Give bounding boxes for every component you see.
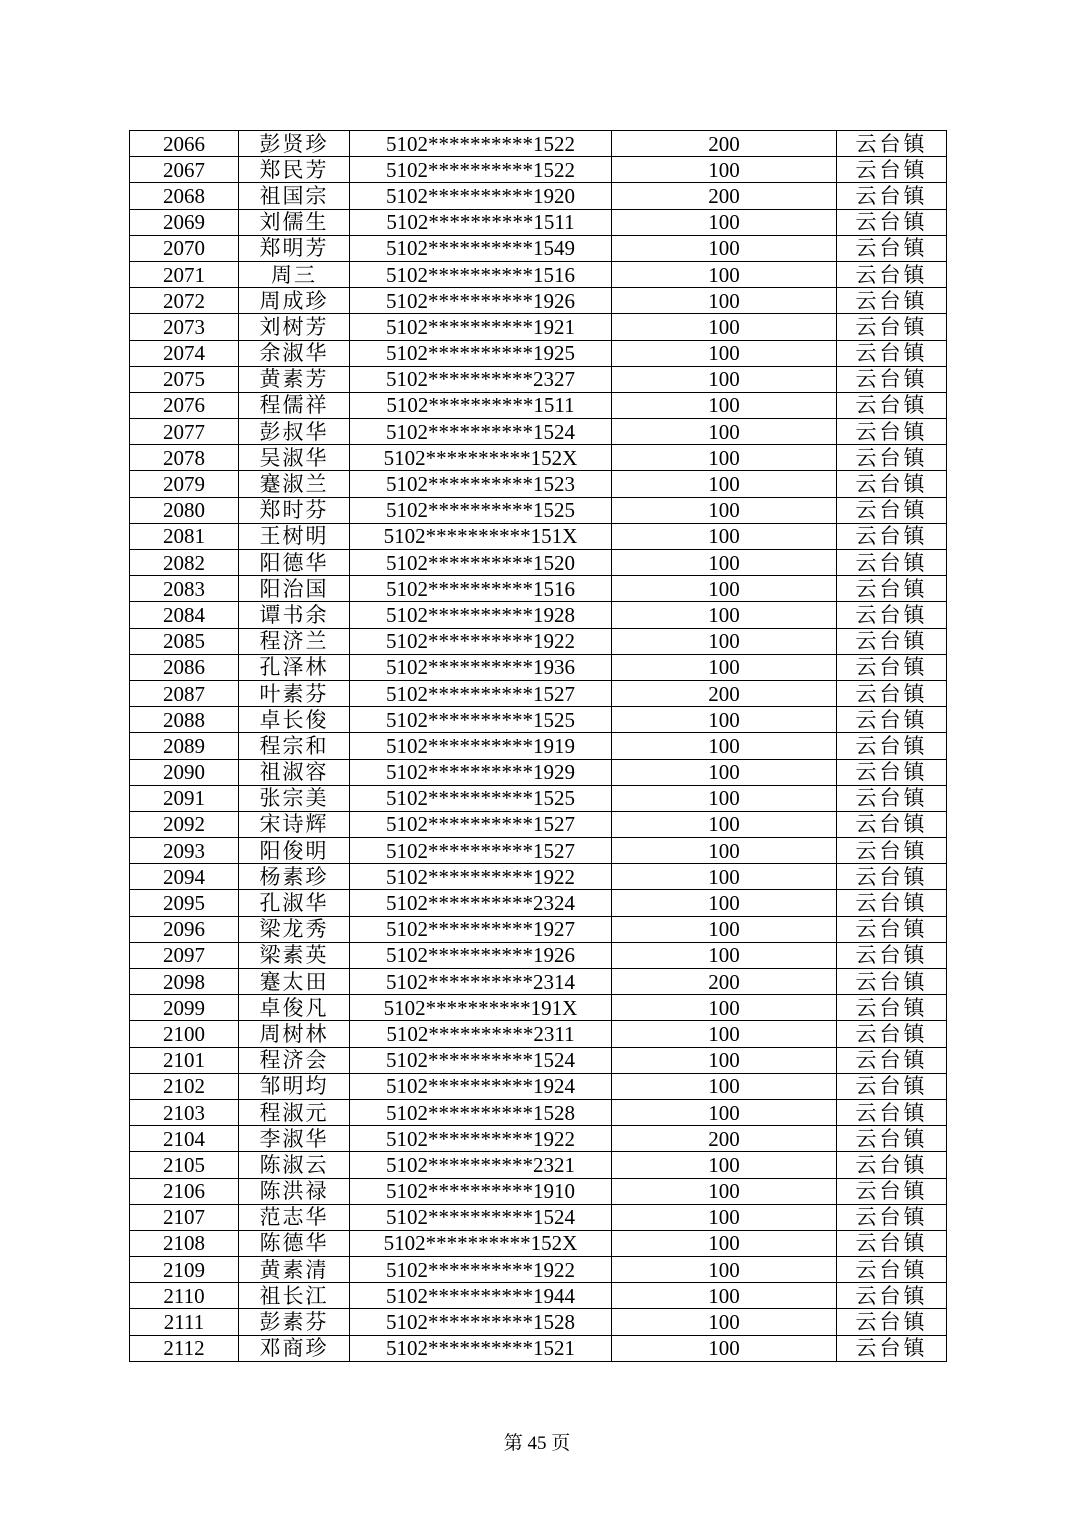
table-row (130, 1047, 947, 1073)
serial-number-cell: 2106 (130, 1178, 239, 1204)
person-name-cell: 杨素珍 (239, 864, 350, 890)
amount-cell: 100 (612, 1047, 837, 1073)
table-row (130, 288, 947, 314)
person-name-cell: 程济会 (239, 1047, 350, 1073)
person-name-cell: 陈洪禄 (239, 1178, 350, 1204)
id-number-cell: 5102**********1523 (350, 471, 612, 497)
amount-cell: 100 (612, 785, 837, 811)
amount-cell: 100 (612, 916, 837, 942)
id-number-cell: 5102**********2327 (350, 366, 612, 392)
person-name-cell: 黄素芳 (239, 366, 350, 392)
table-row (130, 157, 947, 183)
table-row (130, 209, 947, 235)
table-row (130, 916, 947, 942)
id-number-cell: 5102**********1527 (350, 811, 612, 837)
amount-cell: 100 (612, 890, 837, 916)
town-cell: 云台镇 (837, 654, 947, 680)
serial-number-cell: 2109 (130, 1257, 239, 1283)
town-cell: 云台镇 (837, 1126, 947, 1152)
town-cell: 云台镇 (837, 1230, 947, 1256)
person-name-cell: 梁素英 (239, 942, 350, 968)
table-row (130, 759, 947, 785)
id-number-cell: 5102**********1516 (350, 576, 612, 602)
amount-cell: 100 (612, 314, 837, 340)
table-row (130, 969, 947, 995)
amount-cell: 100 (612, 235, 837, 261)
table-row (130, 995, 947, 1021)
table-row (130, 628, 947, 654)
amount-cell: 100 (612, 1178, 837, 1204)
amount-cell: 100 (612, 576, 837, 602)
serial-number-cell: 2075 (130, 366, 239, 392)
person-name-cell: 余淑华 (239, 340, 350, 366)
roster-table (129, 130, 947, 1362)
id-number-cell: 5102**********152X (350, 445, 612, 471)
serial-number-cell: 2078 (130, 445, 239, 471)
serial-number-cell: 2072 (130, 288, 239, 314)
serial-number-cell: 2085 (130, 628, 239, 654)
town-cell: 云台镇 (837, 942, 947, 968)
amount-cell: 100 (612, 942, 837, 968)
amount-cell: 100 (612, 471, 837, 497)
town-cell: 云台镇 (837, 1021, 947, 1047)
serial-number-cell: 2108 (130, 1230, 239, 1256)
table-row (130, 445, 947, 471)
serial-number-cell: 2091 (130, 785, 239, 811)
person-name-cell: 周树林 (239, 1021, 350, 1047)
table-row (130, 942, 947, 968)
town-cell: 云台镇 (837, 1099, 947, 1125)
id-number-cell: 5102**********1511 (350, 209, 612, 235)
town-cell: 云台镇 (837, 314, 947, 340)
town-cell: 云台镇 (837, 733, 947, 759)
amount-cell: 100 (612, 733, 837, 759)
amount-cell: 100 (612, 602, 837, 628)
person-name-cell: 卓俊凡 (239, 995, 350, 1021)
serial-number-cell: 2082 (130, 550, 239, 576)
serial-number-cell: 2081 (130, 523, 239, 549)
serial-number-cell: 2099 (130, 995, 239, 1021)
town-cell: 云台镇 (837, 550, 947, 576)
serial-number-cell: 2103 (130, 1099, 239, 1125)
person-name-cell: 蹇淑兰 (239, 471, 350, 497)
id-number-cell: 5102**********1927 (350, 916, 612, 942)
id-number-cell: 5102**********1528 (350, 1309, 612, 1335)
table-row (130, 366, 947, 392)
town-cell: 云台镇 (837, 419, 947, 445)
serial-number-cell: 2100 (130, 1021, 239, 1047)
table-row (130, 838, 947, 864)
id-number-cell: 5102**********1926 (350, 942, 612, 968)
id-number-cell: 5102**********1922 (350, 1126, 612, 1152)
person-name-cell: 彭叔华 (239, 419, 350, 445)
serial-number-cell: 2079 (130, 471, 239, 497)
town-cell: 云台镇 (837, 1309, 947, 1335)
town-cell: 云台镇 (837, 785, 947, 811)
table-row (130, 680, 947, 706)
serial-number-cell: 2076 (130, 392, 239, 418)
table-row (130, 1257, 947, 1283)
town-cell: 云台镇 (837, 576, 947, 602)
serial-number-cell: 2080 (130, 497, 239, 523)
id-number-cell: 5102**********2314 (350, 969, 612, 995)
amount-cell: 200 (612, 1126, 837, 1152)
serial-number-cell: 2095 (130, 890, 239, 916)
serial-number-cell: 2066 (130, 131, 239, 157)
person-name-cell: 孔泽林 (239, 654, 350, 680)
amount-cell: 100 (612, 261, 837, 287)
id-number-cell: 5102**********1922 (350, 864, 612, 890)
table-row (130, 550, 947, 576)
town-cell: 云台镇 (837, 183, 947, 209)
person-name-cell: 祖长江 (239, 1283, 350, 1309)
town-cell: 云台镇 (837, 628, 947, 654)
amount-cell: 200 (612, 969, 837, 995)
town-cell: 云台镇 (837, 680, 947, 706)
table-row (130, 1283, 947, 1309)
serial-number-cell: 2088 (130, 707, 239, 733)
id-number-cell: 5102**********1922 (350, 628, 612, 654)
person-name-cell: 阳德华 (239, 550, 350, 576)
person-name-cell: 彭素芬 (239, 1309, 350, 1335)
amount-cell: 100 (612, 288, 837, 314)
id-number-cell: 5102**********1528 (350, 1099, 612, 1125)
person-name-cell: 黄素清 (239, 1257, 350, 1283)
serial-number-cell: 2087 (130, 680, 239, 706)
id-number-cell: 5102**********1522 (350, 131, 612, 157)
amount-cell: 100 (612, 1257, 837, 1283)
id-number-cell: 5102**********1516 (350, 261, 612, 287)
town-cell: 云台镇 (837, 602, 947, 628)
table-row (130, 733, 947, 759)
serial-number-cell: 2092 (130, 811, 239, 837)
town-cell: 云台镇 (837, 497, 947, 523)
id-number-cell: 5102**********1924 (350, 1073, 612, 1099)
table-row (130, 654, 947, 680)
table-row (130, 1309, 947, 1335)
town-cell: 云台镇 (837, 261, 947, 287)
table-row (130, 261, 947, 287)
table-row (130, 785, 947, 811)
town-cell: 云台镇 (837, 838, 947, 864)
table-row (130, 1335, 947, 1361)
serial-number-cell: 2068 (130, 183, 239, 209)
town-cell: 云台镇 (837, 707, 947, 733)
table-row (130, 314, 947, 340)
page-number: 第 45 页 (503, 1433, 571, 1454)
person-name-cell: 郑民芳 (239, 157, 350, 183)
person-name-cell: 谭书余 (239, 602, 350, 628)
town-cell: 云台镇 (837, 864, 947, 890)
amount-cell: 100 (612, 157, 837, 183)
serial-number-cell: 2107 (130, 1204, 239, 1230)
person-name-cell: 范志华 (239, 1204, 350, 1230)
town-cell: 云台镇 (837, 759, 947, 785)
amount-cell: 100 (612, 1152, 837, 1178)
serial-number-cell: 2070 (130, 235, 239, 261)
id-number-cell: 5102**********2324 (350, 890, 612, 916)
id-number-cell: 5102**********1524 (350, 1047, 612, 1073)
id-number-cell: 5102**********151X (350, 523, 612, 549)
table-row (130, 523, 947, 549)
table-row (130, 1230, 947, 1256)
person-name-cell: 祖国宗 (239, 183, 350, 209)
serial-number-cell: 2074 (130, 340, 239, 366)
person-name-cell: 郑明芳 (239, 235, 350, 261)
serial-number-cell: 2098 (130, 969, 239, 995)
town-cell: 云台镇 (837, 1047, 947, 1073)
table-row (130, 811, 947, 837)
id-number-cell: 5102**********1922 (350, 1257, 612, 1283)
amount-cell: 100 (612, 1230, 837, 1256)
table-row (130, 392, 947, 418)
id-number-cell: 5102**********191X (350, 995, 612, 1021)
serial-number-cell: 2097 (130, 942, 239, 968)
serial-number-cell: 2086 (130, 654, 239, 680)
town-cell: 云台镇 (837, 995, 947, 1021)
serial-number-cell: 2084 (130, 602, 239, 628)
town-cell: 云台镇 (837, 1257, 947, 1283)
serial-number-cell: 2083 (130, 576, 239, 602)
town-cell: 云台镇 (837, 157, 947, 183)
id-number-cell: 5102**********1511 (350, 392, 612, 418)
amount-cell: 100 (612, 864, 837, 890)
id-number-cell: 5102**********1520 (350, 550, 612, 576)
amount-cell: 100 (612, 419, 837, 445)
town-cell: 云台镇 (837, 366, 947, 392)
amount-cell: 100 (612, 209, 837, 235)
amount-cell: 200 (612, 131, 837, 157)
person-name-cell: 吴淑华 (239, 445, 350, 471)
person-name-cell: 彭贤珍 (239, 131, 350, 157)
table-row (130, 602, 947, 628)
serial-number-cell: 2067 (130, 157, 239, 183)
amount-cell: 100 (612, 366, 837, 392)
serial-number-cell: 2077 (130, 419, 239, 445)
id-number-cell: 5102**********2321 (350, 1152, 612, 1178)
id-number-cell: 5102**********1549 (350, 235, 612, 261)
id-number-cell: 5102**********1920 (350, 183, 612, 209)
id-number-cell: 5102**********1525 (350, 707, 612, 733)
serial-number-cell: 2110 (130, 1283, 239, 1309)
person-name-cell: 阳俊明 (239, 838, 350, 864)
town-cell: 云台镇 (837, 288, 947, 314)
amount-cell: 100 (612, 1204, 837, 1230)
town-cell: 云台镇 (837, 1335, 947, 1361)
amount-cell: 100 (612, 523, 837, 549)
id-number-cell: 5102**********2311 (350, 1021, 612, 1047)
person-name-cell: 刘树芳 (239, 314, 350, 340)
table-row (130, 707, 947, 733)
table-row (130, 1126, 947, 1152)
person-name-cell: 李淑华 (239, 1126, 350, 1152)
serial-number-cell: 2071 (130, 261, 239, 287)
serial-number-cell: 2096 (130, 916, 239, 942)
person-name-cell: 祖淑容 (239, 759, 350, 785)
id-number-cell: 5102**********1925 (350, 340, 612, 366)
amount-cell: 100 (612, 1335, 837, 1361)
serial-number-cell: 2105 (130, 1152, 239, 1178)
id-number-cell: 5102**********1926 (350, 288, 612, 314)
amount-cell: 100 (612, 1099, 837, 1125)
town-cell: 云台镇 (837, 811, 947, 837)
id-number-cell: 5102**********1524 (350, 419, 612, 445)
amount-cell: 100 (612, 759, 837, 785)
person-name-cell: 刘儒生 (239, 209, 350, 235)
person-name-cell: 周成珍 (239, 288, 350, 314)
town-cell: 云台镇 (837, 235, 947, 261)
amount-cell: 100 (612, 497, 837, 523)
serial-number-cell: 2069 (130, 209, 239, 235)
person-name-cell: 张宗美 (239, 785, 350, 811)
amount-cell: 100 (612, 1283, 837, 1309)
table-row (130, 183, 947, 209)
table-row (130, 1178, 947, 1204)
id-number-cell: 5102**********1524 (350, 1204, 612, 1230)
amount-cell: 200 (612, 183, 837, 209)
amount-cell: 100 (612, 811, 837, 837)
person-name-cell: 陈淑云 (239, 1152, 350, 1178)
serial-number-cell: 2102 (130, 1073, 239, 1099)
amount-cell: 100 (612, 392, 837, 418)
person-name-cell: 程济兰 (239, 628, 350, 654)
table-row (130, 1204, 947, 1230)
town-cell: 云台镇 (837, 523, 947, 549)
serial-number-cell: 2093 (130, 838, 239, 864)
person-name-cell: 王树明 (239, 523, 350, 549)
town-cell: 云台镇 (837, 916, 947, 942)
table-row (130, 1021, 947, 1047)
amount-cell: 100 (612, 1309, 837, 1335)
person-name-cell: 周三 (239, 261, 350, 287)
table-row (130, 419, 947, 445)
town-cell: 云台镇 (837, 392, 947, 418)
amount-cell: 100 (612, 838, 837, 864)
id-number-cell: 5102**********1921 (350, 314, 612, 340)
table-row (130, 890, 947, 916)
id-number-cell: 5102**********1929 (350, 759, 612, 785)
id-number-cell: 5102**********1936 (350, 654, 612, 680)
person-name-cell: 邓商珍 (239, 1335, 350, 1361)
town-cell: 云台镇 (837, 969, 947, 995)
town-cell: 云台镇 (837, 1152, 947, 1178)
table-row (130, 471, 947, 497)
amount-cell: 100 (612, 995, 837, 1021)
amount-cell: 100 (612, 340, 837, 366)
town-cell: 云台镇 (837, 209, 947, 235)
table-row (130, 497, 947, 523)
table-row (130, 1073, 947, 1099)
amount-cell: 100 (612, 654, 837, 680)
person-name-cell: 陈德华 (239, 1230, 350, 1256)
person-name-cell: 宋诗辉 (239, 811, 350, 837)
serial-number-cell: 2104 (130, 1126, 239, 1152)
amount-cell: 100 (612, 550, 837, 576)
town-cell: 云台镇 (837, 471, 947, 497)
person-name-cell: 程淑元 (239, 1099, 350, 1125)
amount-cell: 100 (612, 628, 837, 654)
serial-number-cell: 2112 (130, 1335, 239, 1361)
id-number-cell: 5102**********1928 (350, 602, 612, 628)
town-cell: 云台镇 (837, 1073, 947, 1099)
amount-cell: 100 (612, 707, 837, 733)
table-row (130, 235, 947, 261)
id-number-cell: 5102**********1521 (350, 1335, 612, 1361)
person-name-cell: 程儒祥 (239, 392, 350, 418)
person-name-cell: 蹇太田 (239, 969, 350, 995)
table-row (130, 340, 947, 366)
town-cell: 云台镇 (837, 1178, 947, 1204)
serial-number-cell: 2090 (130, 759, 239, 785)
town-cell: 云台镇 (837, 1204, 947, 1230)
id-number-cell: 5102**********1919 (350, 733, 612, 759)
table-row (130, 1152, 947, 1178)
serial-number-cell: 2111 (130, 1309, 239, 1335)
id-number-cell: 5102**********1527 (350, 680, 612, 706)
id-number-cell: 5102**********1910 (350, 1178, 612, 1204)
serial-number-cell: 2094 (130, 864, 239, 890)
id-number-cell: 5102**********1525 (350, 785, 612, 811)
id-number-cell: 5102**********1527 (350, 838, 612, 864)
person-name-cell: 阳治国 (239, 576, 350, 602)
person-name-cell: 程宗和 (239, 733, 350, 759)
person-name-cell: 孔淑华 (239, 890, 350, 916)
person-name-cell: 邹明均 (239, 1073, 350, 1099)
id-number-cell: 5102**********1525 (350, 497, 612, 523)
town-cell: 云台镇 (837, 1283, 947, 1309)
town-cell: 云台镇 (837, 340, 947, 366)
town-cell: 云台镇 (837, 445, 947, 471)
amount-cell: 200 (612, 680, 837, 706)
table-row (130, 1099, 947, 1125)
person-name-cell: 卓长俊 (239, 707, 350, 733)
serial-number-cell: 2089 (130, 733, 239, 759)
person-name-cell: 梁龙秀 (239, 916, 350, 942)
id-number-cell: 5102**********1522 (350, 157, 612, 183)
id-number-cell: 5102**********1944 (350, 1283, 612, 1309)
amount-cell: 100 (612, 1073, 837, 1099)
table-row (130, 131, 947, 157)
roster-table-body (130, 131, 947, 1362)
town-cell: 云台镇 (837, 890, 947, 916)
person-name-cell: 叶素芬 (239, 680, 350, 706)
town-cell: 云台镇 (837, 131, 947, 157)
person-name-cell: 郑时芬 (239, 497, 350, 523)
serial-number-cell: 2073 (130, 314, 239, 340)
id-number-cell: 5102**********152X (350, 1230, 612, 1256)
serial-number-cell: 2101 (130, 1047, 239, 1073)
table-row (130, 576, 947, 602)
amount-cell: 100 (612, 445, 837, 471)
table-row (130, 864, 947, 890)
amount-cell: 100 (612, 1021, 837, 1047)
